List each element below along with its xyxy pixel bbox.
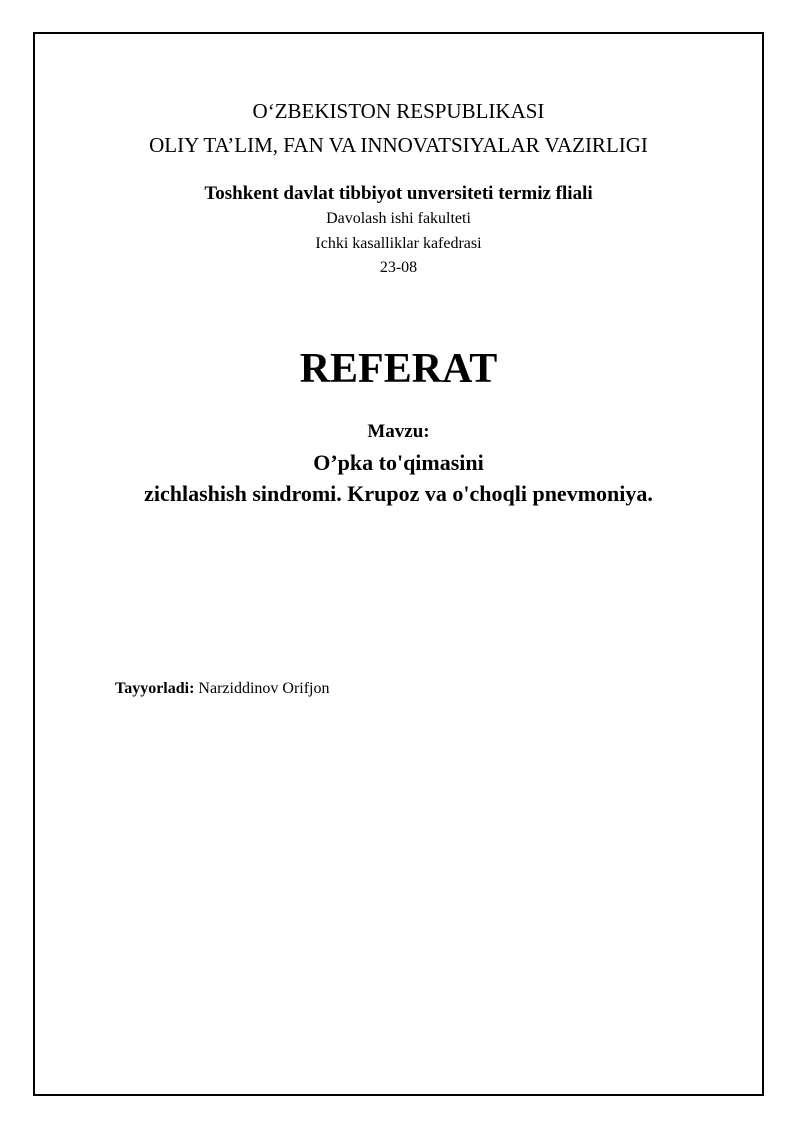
topic-label: Mavzu: [367,421,430,442]
topic-line-1: O’pka to'qimasini [313,450,484,475]
document-type-title: REFERAT [299,346,498,392]
department-name: Ichki kasalliklar kafedrasi [315,235,482,252]
author-block [115,680,330,698]
university-name: Toshkent davlat tibbiyot unversiteti termiz fliali [204,183,593,204]
faculty-name: Davolash ishi fakulteti [326,210,471,227]
ministry-line-2: OLIY TA’LIM, FAN VA INNOVATSIYALAR VAZIRLIGI [149,133,648,157]
group-number: 23-08 [379,259,418,276]
author-name: Narziddinov Orifjon [198,680,330,697]
author-label: Tayyorladi: [115,680,195,697]
ministry-line-1: O‘ZBEKISTON RESPUBLIKASI [252,99,545,123]
topic-line-2: zichlashish sindromi. Krupoz va o'choqli pnevmoniya. [144,481,653,506]
